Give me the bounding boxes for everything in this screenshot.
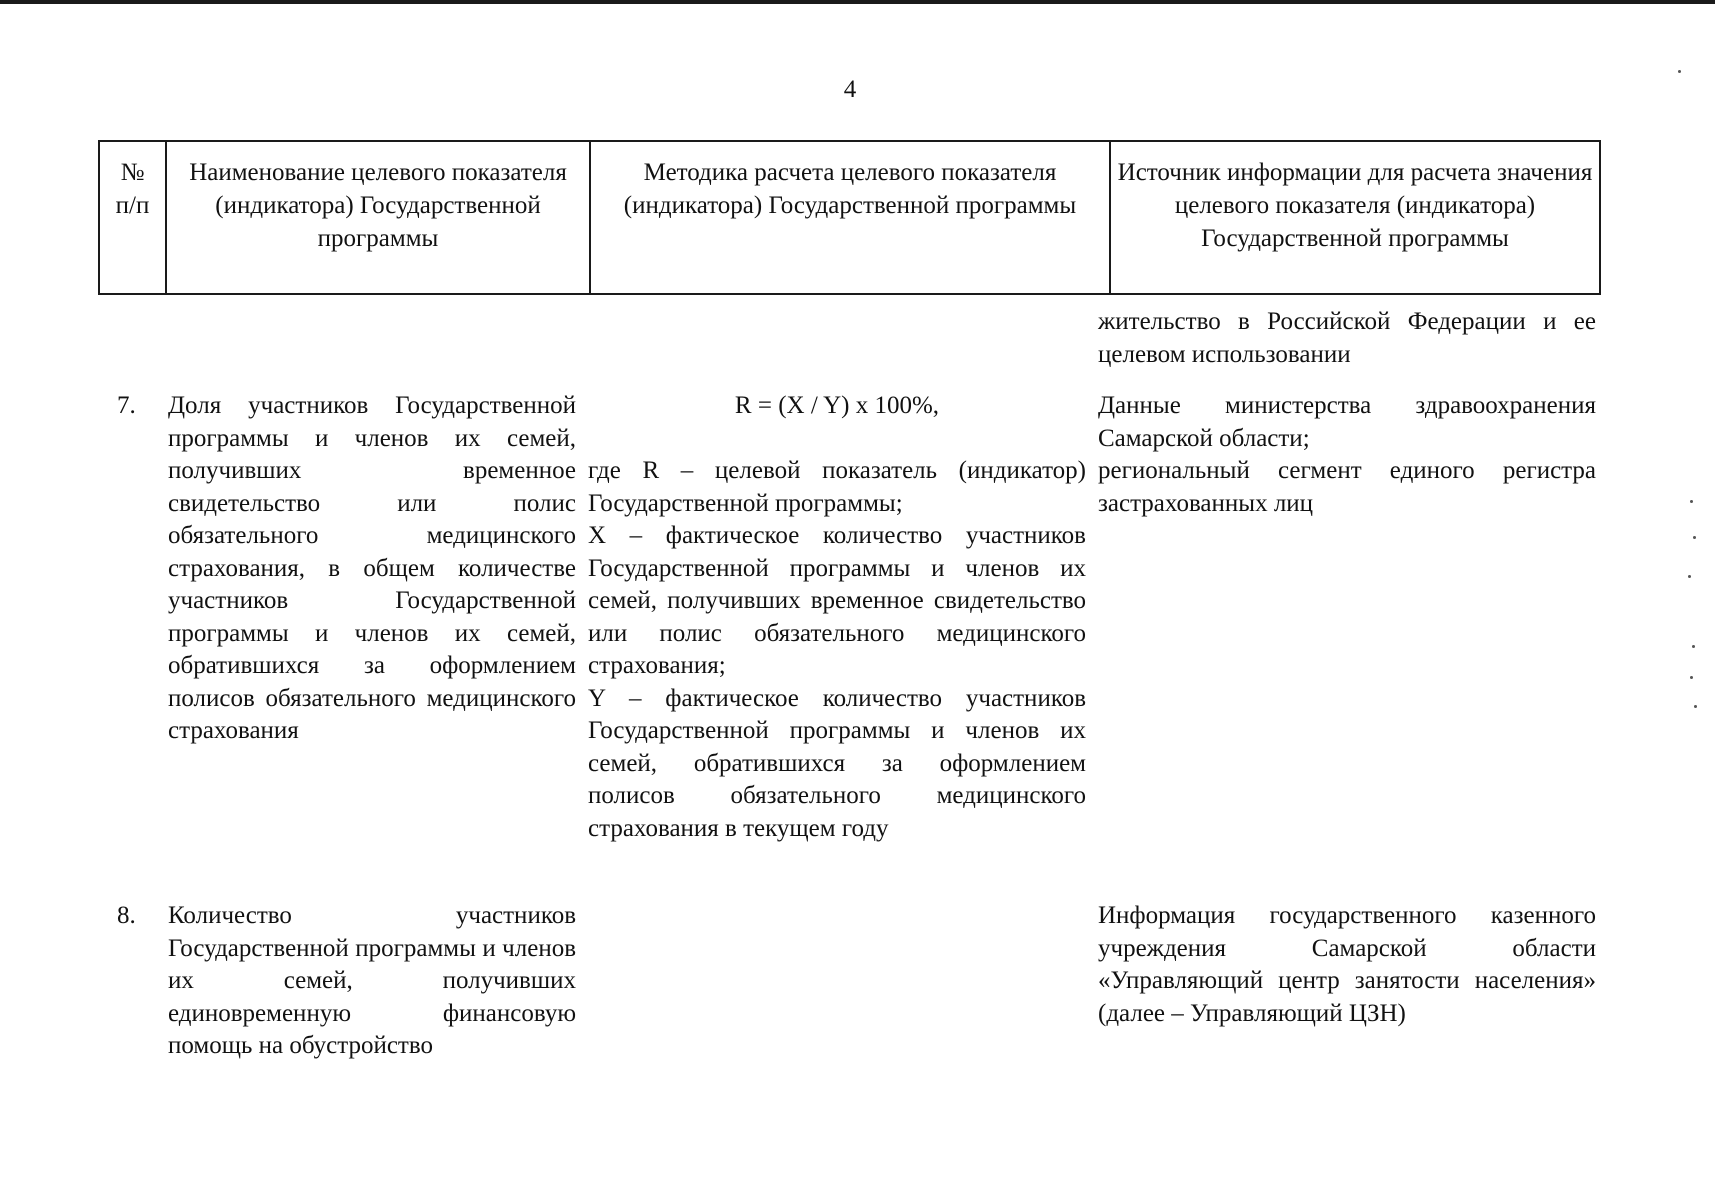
source-continuation: жительство в Российской Федерации и ее целевом использовании — [1098, 308, 1596, 368]
header-number — [99, 141, 166, 294]
row-number: 8. — [117, 902, 136, 929]
header-calculation-method: Методика расчета целевого показателя (индикатора) Государственной программы — [590, 141, 1110, 294]
top-edge-rule — [0, 0, 1715, 4]
indicator-name: Количество участников Государственной программы и членов их семей, получивших единовременную финансовую помощь на обустройство — [168, 902, 576, 1059]
information-source: Информация государственного казенного учреждения Самарской области «Управляющий центр занятости населения» (далее – Управляющий ЦЗН) — [1098, 902, 1596, 1027]
formula: R = (X / Y) x 100%, — [734, 392, 940, 419]
indicator-name: Доля участников Государственной программы и членов их семей, получивших временное свидетельство или полис обязательного медицинского страхования, в общем количестве участников Государственной программы и членов их семей, обратившихся за оформлением полисов обязательного медицинского страхования — [168, 392, 576, 744]
table-header — [98, 140, 1601, 295]
information-source: Данные министерства здравоохранения Самарской области; региональный сегмент единого регистра застрахованных лиц — [1098, 392, 1596, 517]
row-number: 7. — [117, 392, 136, 419]
header-information-source: Источник информации для расчета значения целевого показателя (индикатора) Государственной программы — [1110, 141, 1600, 294]
header-number-text: № п/п — [115, 159, 150, 219]
calculation-method: где R – целевой показатель (индикатор) Государственной программы; X – фактическое количество участников Государственной программы и членов их семей, получивших временное свидетельство или полис обязательного медицинского страхования; Y – фактическое количество участников Государственной программы и членов их семей, обратившихся за оформлением полисов обязательного медицинского страхования в текущем году — [588, 457, 1086, 842]
page-number: 4 — [843, 76, 857, 103]
header-indicator-name: Наименование целевого показателя (индикатора) Государственной программы — [166, 141, 590, 294]
